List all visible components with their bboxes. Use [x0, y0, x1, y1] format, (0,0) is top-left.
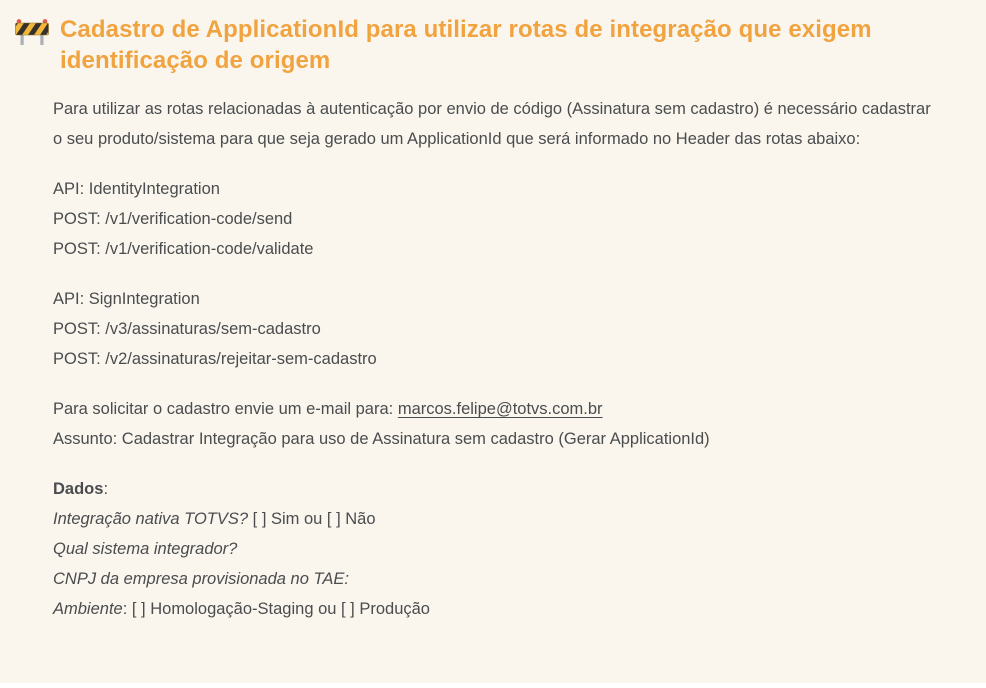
api-route: POST: /v3/assinaturas/sem-cadastro — [53, 320, 321, 338]
document-body — [14, 94, 946, 624]
page-title — [14, 14, 946, 76]
form-item-ambiente: Ambiente: [ ] Homologação-Staging ou [ ] Produção — [53, 600, 430, 618]
contact-prefix: Para solicitar o cadastro envie um e-mail para: — [53, 400, 398, 418]
contact-line — [53, 394, 946, 424]
page-title-line2: identificação de origem — [60, 47, 331, 74]
api-name: API: IdentityIntegration — [53, 180, 220, 198]
form-item-sistema-integrador: Qual sistema integrador? — [53, 540, 238, 558]
form-data-block — [53, 474, 946, 624]
form-title-colon: : — [103, 480, 109, 498]
contact-block — [53, 394, 946, 454]
intro-paragraph: Para utilizar as rotas relacionadas à autenticação por envio de código (Assinatura sem cadastro) é necessário cadastrar o seu produto/sistema para que seja gerado um ApplicationId que será informado no Header das rotas abaixo: — [53, 100, 931, 148]
form-item-cnpj: CNPJ da empresa provisionada no TAE: — [53, 570, 349, 588]
api-route: POST: /v2/assinaturas/rejeitar-sem-cadastro — [53, 350, 377, 368]
api-block-sign-integration — [53, 284, 946, 374]
form-title-text: Dados — [53, 480, 104, 498]
form-item-integracao-nativa: Integração nativa TOTVS? [ ] Sim ou [ ] Não — [53, 510, 376, 528]
content-card-bottom-edge — [0, 683, 986, 688]
email-link[interactable]: marcos.felipe@totvs.com.br — [397, 400, 603, 418]
api-name: API: SignIntegration — [53, 290, 200, 308]
page-title-line1: Cadastro de ApplicationId para utilizar rotas de integração que exigem — [60, 16, 872, 43]
api-block-identity-integration — [53, 174, 946, 264]
page-title-text — [60, 14, 872, 76]
api-route: POST: /v1/verification-code/validate — [53, 240, 314, 258]
form-title — [53, 474, 946, 504]
construction-barrier-icon — [14, 14, 50, 55]
api-route: POST: /v1/verification-code/send — [53, 210, 293, 228]
subject-line: Assunto: Cadastrar Integração para uso de Assinatura sem cadastro (Gerar ApplicationId) — [53, 430, 710, 448]
